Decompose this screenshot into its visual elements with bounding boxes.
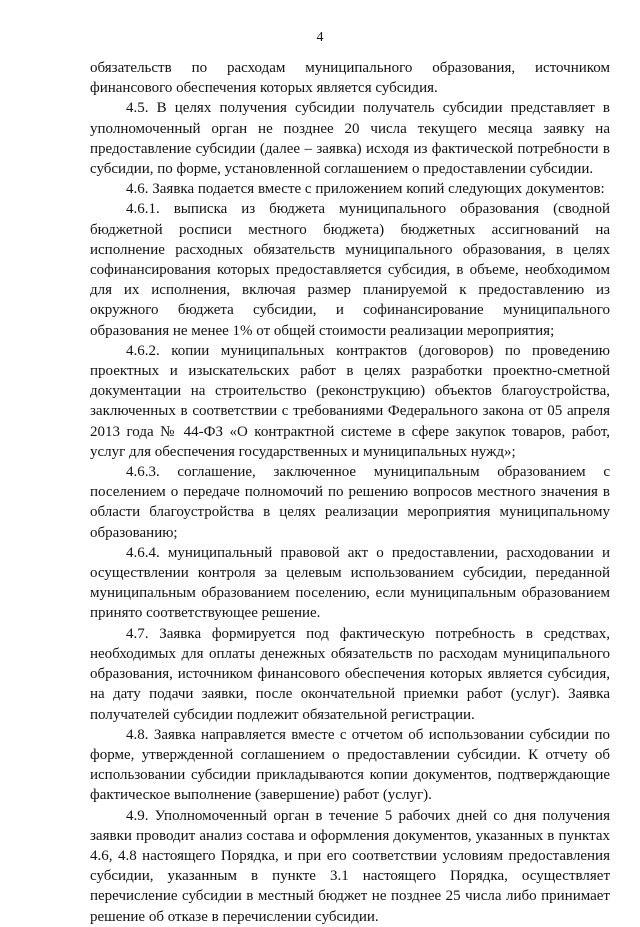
paragraph-4-6-2: 4.6.2. копии муниципальных контрактов (договоров) по проведению проектных и изыскательских работ в целях разработки проектно-сметной документации на строительство (реконструкцию) объектов благоустройства, заключенных в соответствии с требованиями Федерального закона от 05 апреля 2013 года № 44-ФЗ «О контрактной системе в сфере закупок товаров, работ, услуг для обеспечения государственных и муниципальных нужд»; bbox=[90, 342, 610, 460]
paragraph-4-8: 4.8. Заявка направляется вместе с отчетом об использовании субсидии по форме, утвержденной соглашением о предоставлении субсидии. К отчету об использовании субсидии прикладываются копии документов, подтверждающие фактическое выполнение (завершение) работ (услуг). bbox=[90, 726, 610, 804]
paragraph-4-6-3: 4.6.3. соглашение, заключенное муниципальным образованием с поселением о передаче полномочий по решению вопросов местного значения в области благоустройства в целях реализации мероприятия муниципальному образованию; bbox=[90, 464, 610, 541]
paragraph-4-6-1: 4.6.1. выписка из бюджета муниципального образования (сводной бюджетной росписи местного бюджета) бюджетных ассигнований на исполнение расходных обязательств муниципального образования, в целях софинансирования которых предоставляется субсидия, в объеме, необходимом для их исполнения, включая размер планируемой к предоставлению из окружного бюджета субсидии, и софинансирование муниципального образования не менее 1% от общей стоимости реализации мероприятия; bbox=[90, 201, 610, 339]
paragraph-4-7: 4.7. Заявка формируется под фактическую потребность в средствах, необходимых для оплаты денежных обязательств по расходам муниципального образования, источником финансового обеспечения которых является субсидия, на дату подачи заявки, после окончательной приемки работ (услуг). Заявка получателей субсидии подлежит обязательной регистрации. bbox=[90, 625, 610, 723]
page-number: 4 bbox=[316, 30, 324, 45]
paragraph-4-6-4: 4.6.4. муниципальный правовой акт о предоставлении, расходовании и осуществлении контроля за целевым использованием субсидии, переданной муниципальным образованием поселению, если муниципальным образованием принято соответствующее решение. bbox=[90, 544, 610, 622]
paragraph-continuation: обязательств по расходам муниципального образования, источником финансового обеспечения которых является субсидия. bbox=[90, 60, 610, 97]
paragraph-4-5: 4.5. В целях получения субсидии получатель субсидии представляет в уполномоченный орган не позднее 20 числа текущего месяца заявку на предоставление субсидии (далее – заявка) исходя из фактической потребности в субсидии, по форме, установленной соглашением о предоставлении субсидии. bbox=[90, 100, 610, 178]
document-body bbox=[90, 58, 610, 927]
paragraph-4-9: 4.9. Уполномоченный орган в течение 5 рабочих дней со дня получения заявки проводит анализ состава и оформления документов, указанных в пунктах 4.6, 4.8 настоящего Порядка, и при его соответствии условиям предоставления субсидии, указанным в пункте 3.1 настоящего Порядка, осуществляет перечисление субсидии в местный бюджет не позднее 25 числа либо принимает решение об отказе в перечислении субсидии. bbox=[90, 807, 610, 925]
paragraph-4-6: 4.6. Заявка подается вместе с приложением копий следующих документов: bbox=[126, 181, 605, 198]
